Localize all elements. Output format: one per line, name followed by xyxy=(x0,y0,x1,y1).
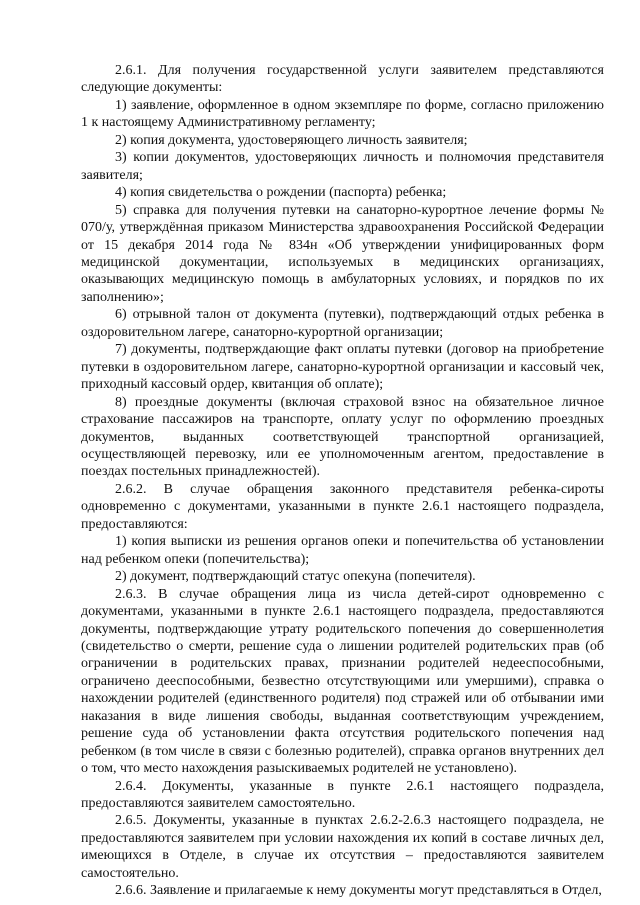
list-item-4-birth-certificate: 4) копия свидетельства о рождении (паспорта) ребенка; xyxy=(115,185,447,201)
paragraph-2-6-2: 2.6.2. В случае обращения законного представителя ребенка-сироты одновременно с документами, указанными в пункте 2.6.1 настоящего подраздела, предоставляются: xyxy=(81,481,604,532)
paragraph-2-6-4: 2.6.4. Документы, указанные в пункте 2.6.1 настоящего подраздела, предоставляются заявителем самостоятельно. xyxy=(81,778,604,812)
paragraph-2-6-3: 2.6.3. В случае обращения лица из числа детей-сирот одновременно с документами, указанными в пункте 2.6.1 настоящего подраздела, предоставляются документы, подтверждающие утрату родительского попечения до совершеннолетия (свидетельство о смерти, решение суда о лишении родителей родительских прав (об ограничении в родительских правах, признании родителей недееспособными, ограничено дееспособными, безвестно отсутствующими или умершими), справка о нахождении родителей (единственного родителя) под стражей или об отбывании ими наказания в виде лишения свободы, выданная соответствующим учреждением, решение суда об установлении факта отсутствия родительского попечения над ребенком (в том числе в связи с болезнью родителей), справка органов внутренних дел о том, что место нахождения разыскиваемых родителей не установлено). xyxy=(81,586,604,777)
paragraph-2-6-1: 2.6.1. Для получения государственной услуги заявителем представляются следующие документы: xyxy=(81,63,604,96)
list-item-2-identity-copy: 2) копия документа, удостоверяющего личность заявителя; xyxy=(115,132,468,148)
list-item-1-application: 1) заявление, оформленное в одном экземпляре по форме, согласно приложению 1 к настоящему Административному регламенту; xyxy=(81,97,604,131)
list-item-7-payment-docs: 7) документы, подтверждающие факт оплаты путевки (договор на приобретение путевки в оздоровительном лагере, санаторно-курортной организации и кассовый чек, приходный кассовый ордер, квитанция об оплате); xyxy=(81,342,604,393)
list-item-2-guardian-status: 2) документ, подтверждающий статус опекуна (попечителя). xyxy=(115,569,476,585)
list-item-3-representative-docs: 3) копии документов, удостоверяющих личность и полномочия представителя заявителя; xyxy=(81,150,604,183)
paragraph-2-6-5: 2.6.5. Документы, указанные в пунктах 2.6.2-2.6.3 настоящего подраздела, не предоставляются заявителем при условии нахождения их копий в составе личных дел, имеющихся в Отделе, в случае их отсутствия – предоставляются заявителем самостоятельно. xyxy=(81,813,604,881)
list-item-1-guardianship-extract: 1) копия выписки из решения органов опеки и попечительства об установлении над ребенком опеки (попечительства); xyxy=(81,534,604,567)
list-item-5-medical-certificate: 5) справка для получения путевки на санаторно-курортное лечение формы № 070/у, утверждённая приказом Министерства здравоохранения Российской Федерации от 15 декабря 2014 года № 834н «Об утверждении унифицированных форм медицинской документации, используемых в медицинских организациях, оказывающих медицинскую помощь в амбулаторных условиях, и порядков по их заполнению»; xyxy=(81,202,604,305)
paragraph-2-6-6: 2.6.6. Заявление и прилагаемые к нему документы могут представляться в Отдел, xyxy=(115,883,602,899)
list-item-6-voucher-stub: 6) отрывной талон от документа (путевки), подтверждающий отдых ребенка в оздоровительном лагере, санаторно-курортной организации; xyxy=(81,307,604,340)
list-item-8-travel-docs: 8) проездные документы (включая страховой взнос на обязательное личное страхование пассажиров на транспорте, оплату услуг по оформлению проездных документов, выданных соответствующей транспортной организацией, осуществляющей перевозку, или ее уполномоченным агентом, предоставление в поездах постельных принадлежностей). xyxy=(81,394,604,480)
